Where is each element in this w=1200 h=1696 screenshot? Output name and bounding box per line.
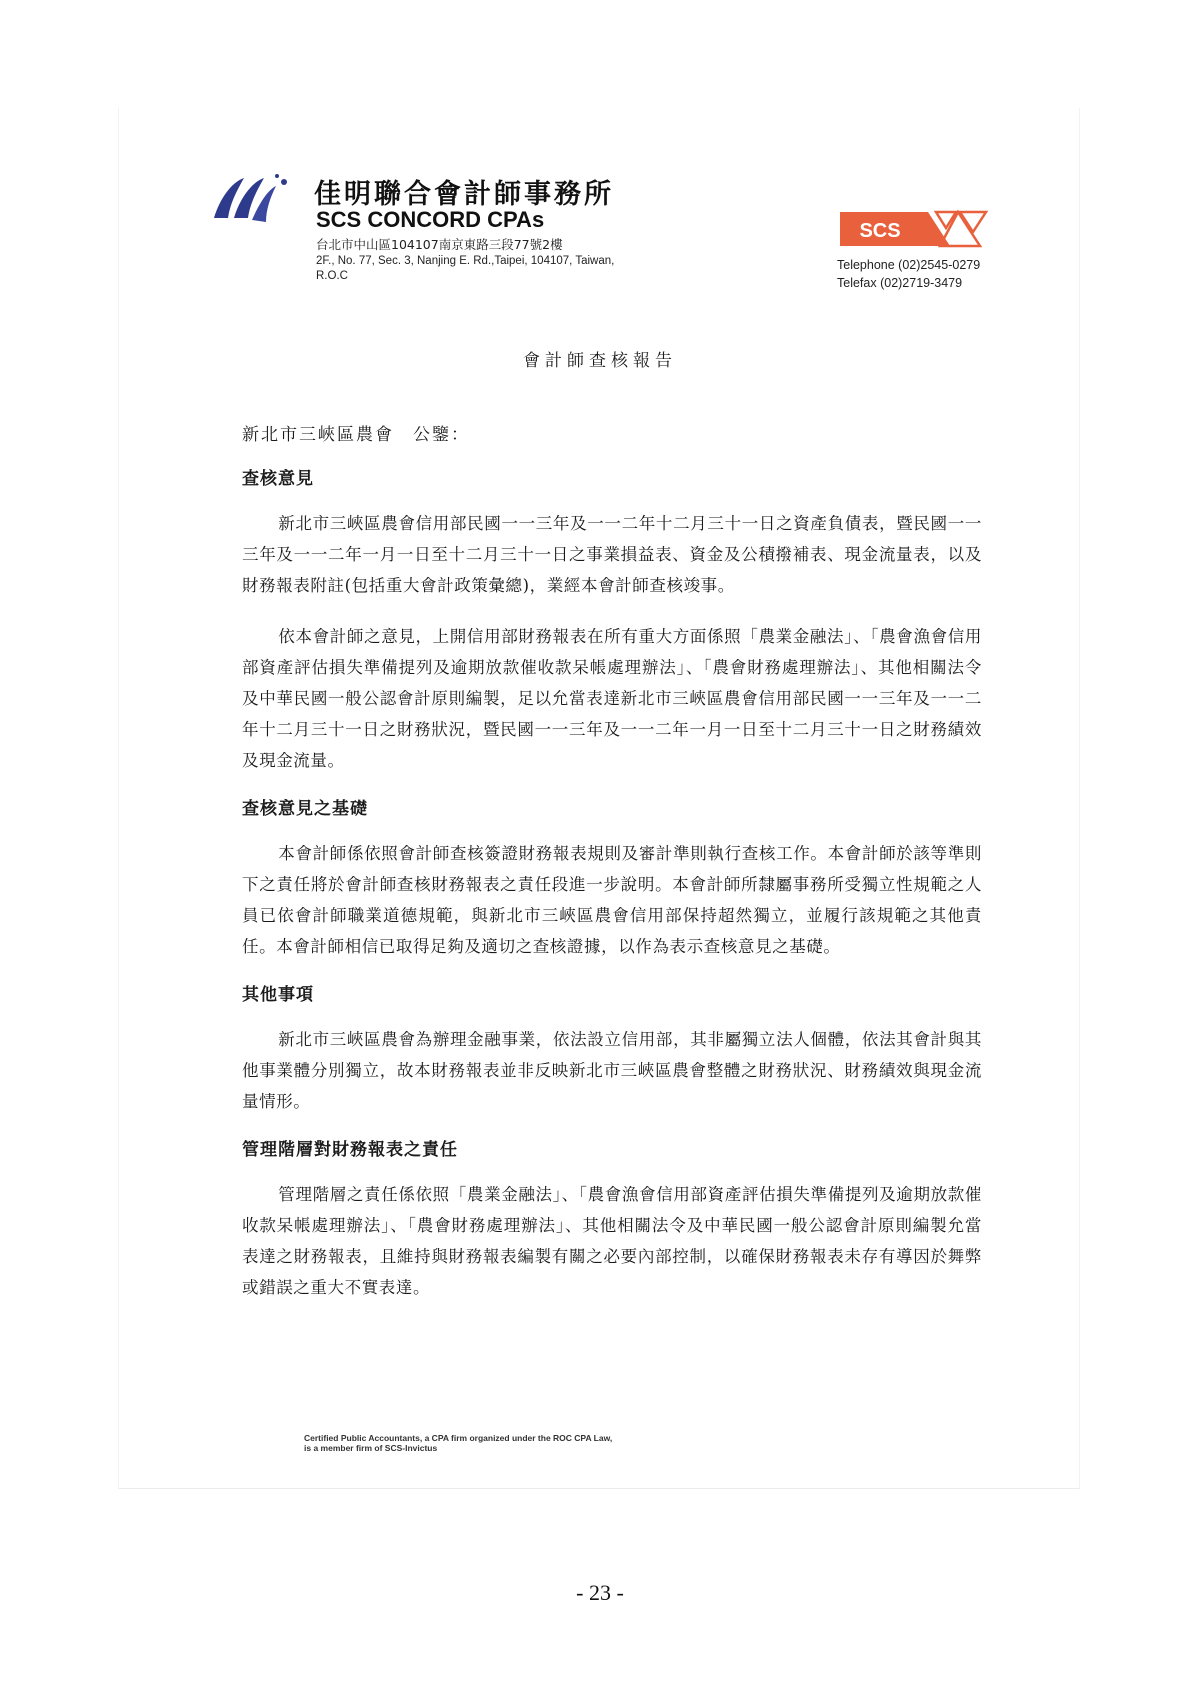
paragraph: 新北市三峽區農會信用部民國一一三年及一一二年十二月三十一日之資產負債表，暨民國一一三年及一一二年一月一日至十二月三十一日之事業損益表、資金及公積撥補表、現金流量表，以及財務報表附註(包括重大會計政策彙總)，業經本會計師查核竣事。 bbox=[242, 514, 982, 595]
section-heading: 查核意見之基礎 bbox=[242, 799, 368, 819]
paragraph: 新北市三峽區農會為辦理金融事業，依法設立信用部，其非屬獨立法人個體，依法其會計與其他事業體分別獨立，故本財務報表並非反映新北市三峽區農會整體之財務狀況、財務績效與現金流量情形。 bbox=[242, 1030, 982, 1111]
report-title: 會計師查核報告 bbox=[523, 351, 677, 371]
telefax-number: Telefax (02)2719-3479 bbox=[837, 276, 963, 290]
paragraph: 管理階層之責任係依照「農業金融法」、「農會漁會信用部資產評估損失準備提列及逾期放款催收款呆帳處理辦法」、「農會財務處理辦法」、其他相關法令及中華民國一般公認會計原則編製允當表達之財務報表，且維持與財務報表編製有關之必要內部控制，以確保財務報表未存有導因於舞弊或錯誤之重大不實表達。 bbox=[242, 1185, 982, 1297]
firm-name-english: SCS CONCORD CPAs bbox=[316, 207, 545, 232]
firm-footer-note bbox=[304, 1433, 612, 1453]
firm-logo-icon bbox=[210, 168, 292, 226]
addressee: 新北市三峽區農會 公鑒： bbox=[242, 425, 470, 445]
telephone-number: Telephone (02)2545-0279 bbox=[837, 258, 981, 272]
page-number: - 23 - bbox=[576, 1580, 624, 1605]
footer-line: Certified Public Accountants, a CPA firm organized under the ROC CPA Law, bbox=[304, 1433, 613, 1443]
section-management-responsibility bbox=[242, 1137, 982, 1303]
section-basis-for-opinion bbox=[242, 796, 982, 962]
address-chinese: 台北市中山區104107南京東路三段77號2樓 bbox=[316, 237, 563, 252]
section-audit-opinion bbox=[242, 466, 982, 776]
section-heading: 其他事項 bbox=[242, 985, 314, 1005]
section-other-matters bbox=[242, 982, 982, 1117]
section-heading: 查核意見 bbox=[242, 469, 314, 489]
scs-logo-icon bbox=[840, 208, 990, 250]
firm-name-chinese: 佳明聯合會計師事務所 bbox=[314, 179, 614, 210]
address-english: 2F., No. 77, Sec. 3, Nanjing E. Rd.,Taipei, 104107, Taiwan, R.O.C bbox=[316, 255, 615, 282]
contact-info bbox=[837, 256, 980, 292]
report-body bbox=[242, 466, 982, 1323]
section-heading: 管理階層對財務報表之責任 bbox=[242, 1140, 458, 1160]
paragraph: 依本會計師之意見，上開信用部財務報表在所有重大方面係照「農業金融法」、「農會漁會信用部資產評估損失準備提列及逾期放款催收款呆帳處理辦法」、「農會財務處理辦法」、其他相關法令及中華民國一般公認會計原則編製，足以允當表達新北市三峽區農會信用部民國一一三年及一一二年十二月三十一日之財務狀況，暨民國一一三年及一一二年一月一日至十二月三十一日之財務績效及現金流量。 bbox=[242, 627, 982, 770]
footer-line: is a member firm of SCS-Invictus bbox=[304, 1443, 438, 1453]
paragraph: 本會計師係依照會計師查核簽證財務報表規則及審計準則執行查核工作。本會計師於該等準則下之責任將於會計師查核財務報表之責任段進一步說明。本會計師所隸屬事務所受獨立性規範之人員已依會計師職業道德規範，與新北市三峽區農會信用部保持超然獨立，並履行該規範之其他責任。本會計師相信已取得足夠及適切之查核證據，以作為表示查核意見之基礎。 bbox=[242, 844, 982, 956]
scs-logo-text: SCS bbox=[859, 220, 901, 242]
